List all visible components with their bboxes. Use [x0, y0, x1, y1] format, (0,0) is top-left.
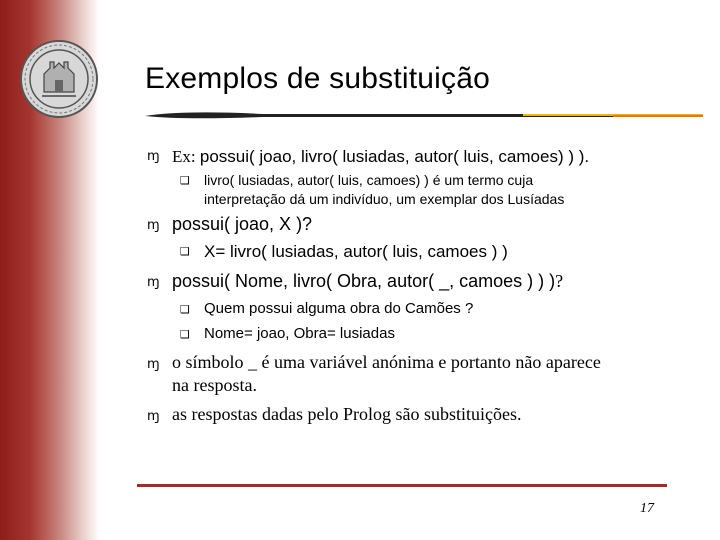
curved-bullet-icon: ɱ	[147, 409, 160, 424]
item-1-text: possui( joao, livro( lusiadas, autor( luis, camoes) ) ).	[199, 147, 590, 166]
curved-bullet-icon: ɱ	[147, 357, 160, 372]
square-bullet-icon: ❑	[180, 174, 190, 187]
title-underline	[143, 108, 706, 122]
item-8-line-2: na resposta.	[172, 375, 257, 395]
footer-rule	[137, 484, 667, 487]
item-5	[172, 271, 563, 292]
square-bullet-icon: ❑	[180, 303, 190, 316]
item-7: Nome= joao, Obra= lusiadas	[204, 325, 395, 342]
item-8-line-1: o símbolo _ é uma variável anónima e portanto não aparece	[172, 352, 601, 372]
square-bullet-icon: ❑	[180, 245, 190, 258]
item-9: as respostas dadas pelo Prolog são substituições.	[172, 404, 522, 424]
university-seal-icon	[18, 38, 100, 120]
item-5-suffix: ?	[555, 271, 564, 291]
item-2-line-2: interpretação dá um indivíduo, um exemplar dos Lusíadas	[204, 191, 565, 207]
item-3: possui( joao, X )?	[172, 214, 313, 234]
curved-bullet-icon: ɱ	[147, 275, 160, 290]
curved-bullet-icon: ɱ	[147, 149, 160, 164]
item-2-line-1: livro( lusiadas, autor( luis, camoes) ) é um termo cuja	[204, 172, 534, 188]
item-1	[172, 147, 589, 167]
page-number: 17	[640, 501, 654, 516]
item-6: Quem possui alguma obra do Camões ?	[204, 300, 474, 317]
square-bullet-icon: ❑	[180, 328, 190, 341]
curved-bullet-icon: ɱ	[147, 218, 160, 233]
item-4: X= livro( lusiadas, autor( luis, camoes ) )	[204, 242, 508, 261]
item-5-text: possui( Nome, livro( Obra, autor( _, camoes ) ) )	[172, 271, 556, 291]
item-1-prefix: Ex:	[172, 147, 200, 166]
slide-title: Exemplos de substituição	[145, 62, 490, 95]
